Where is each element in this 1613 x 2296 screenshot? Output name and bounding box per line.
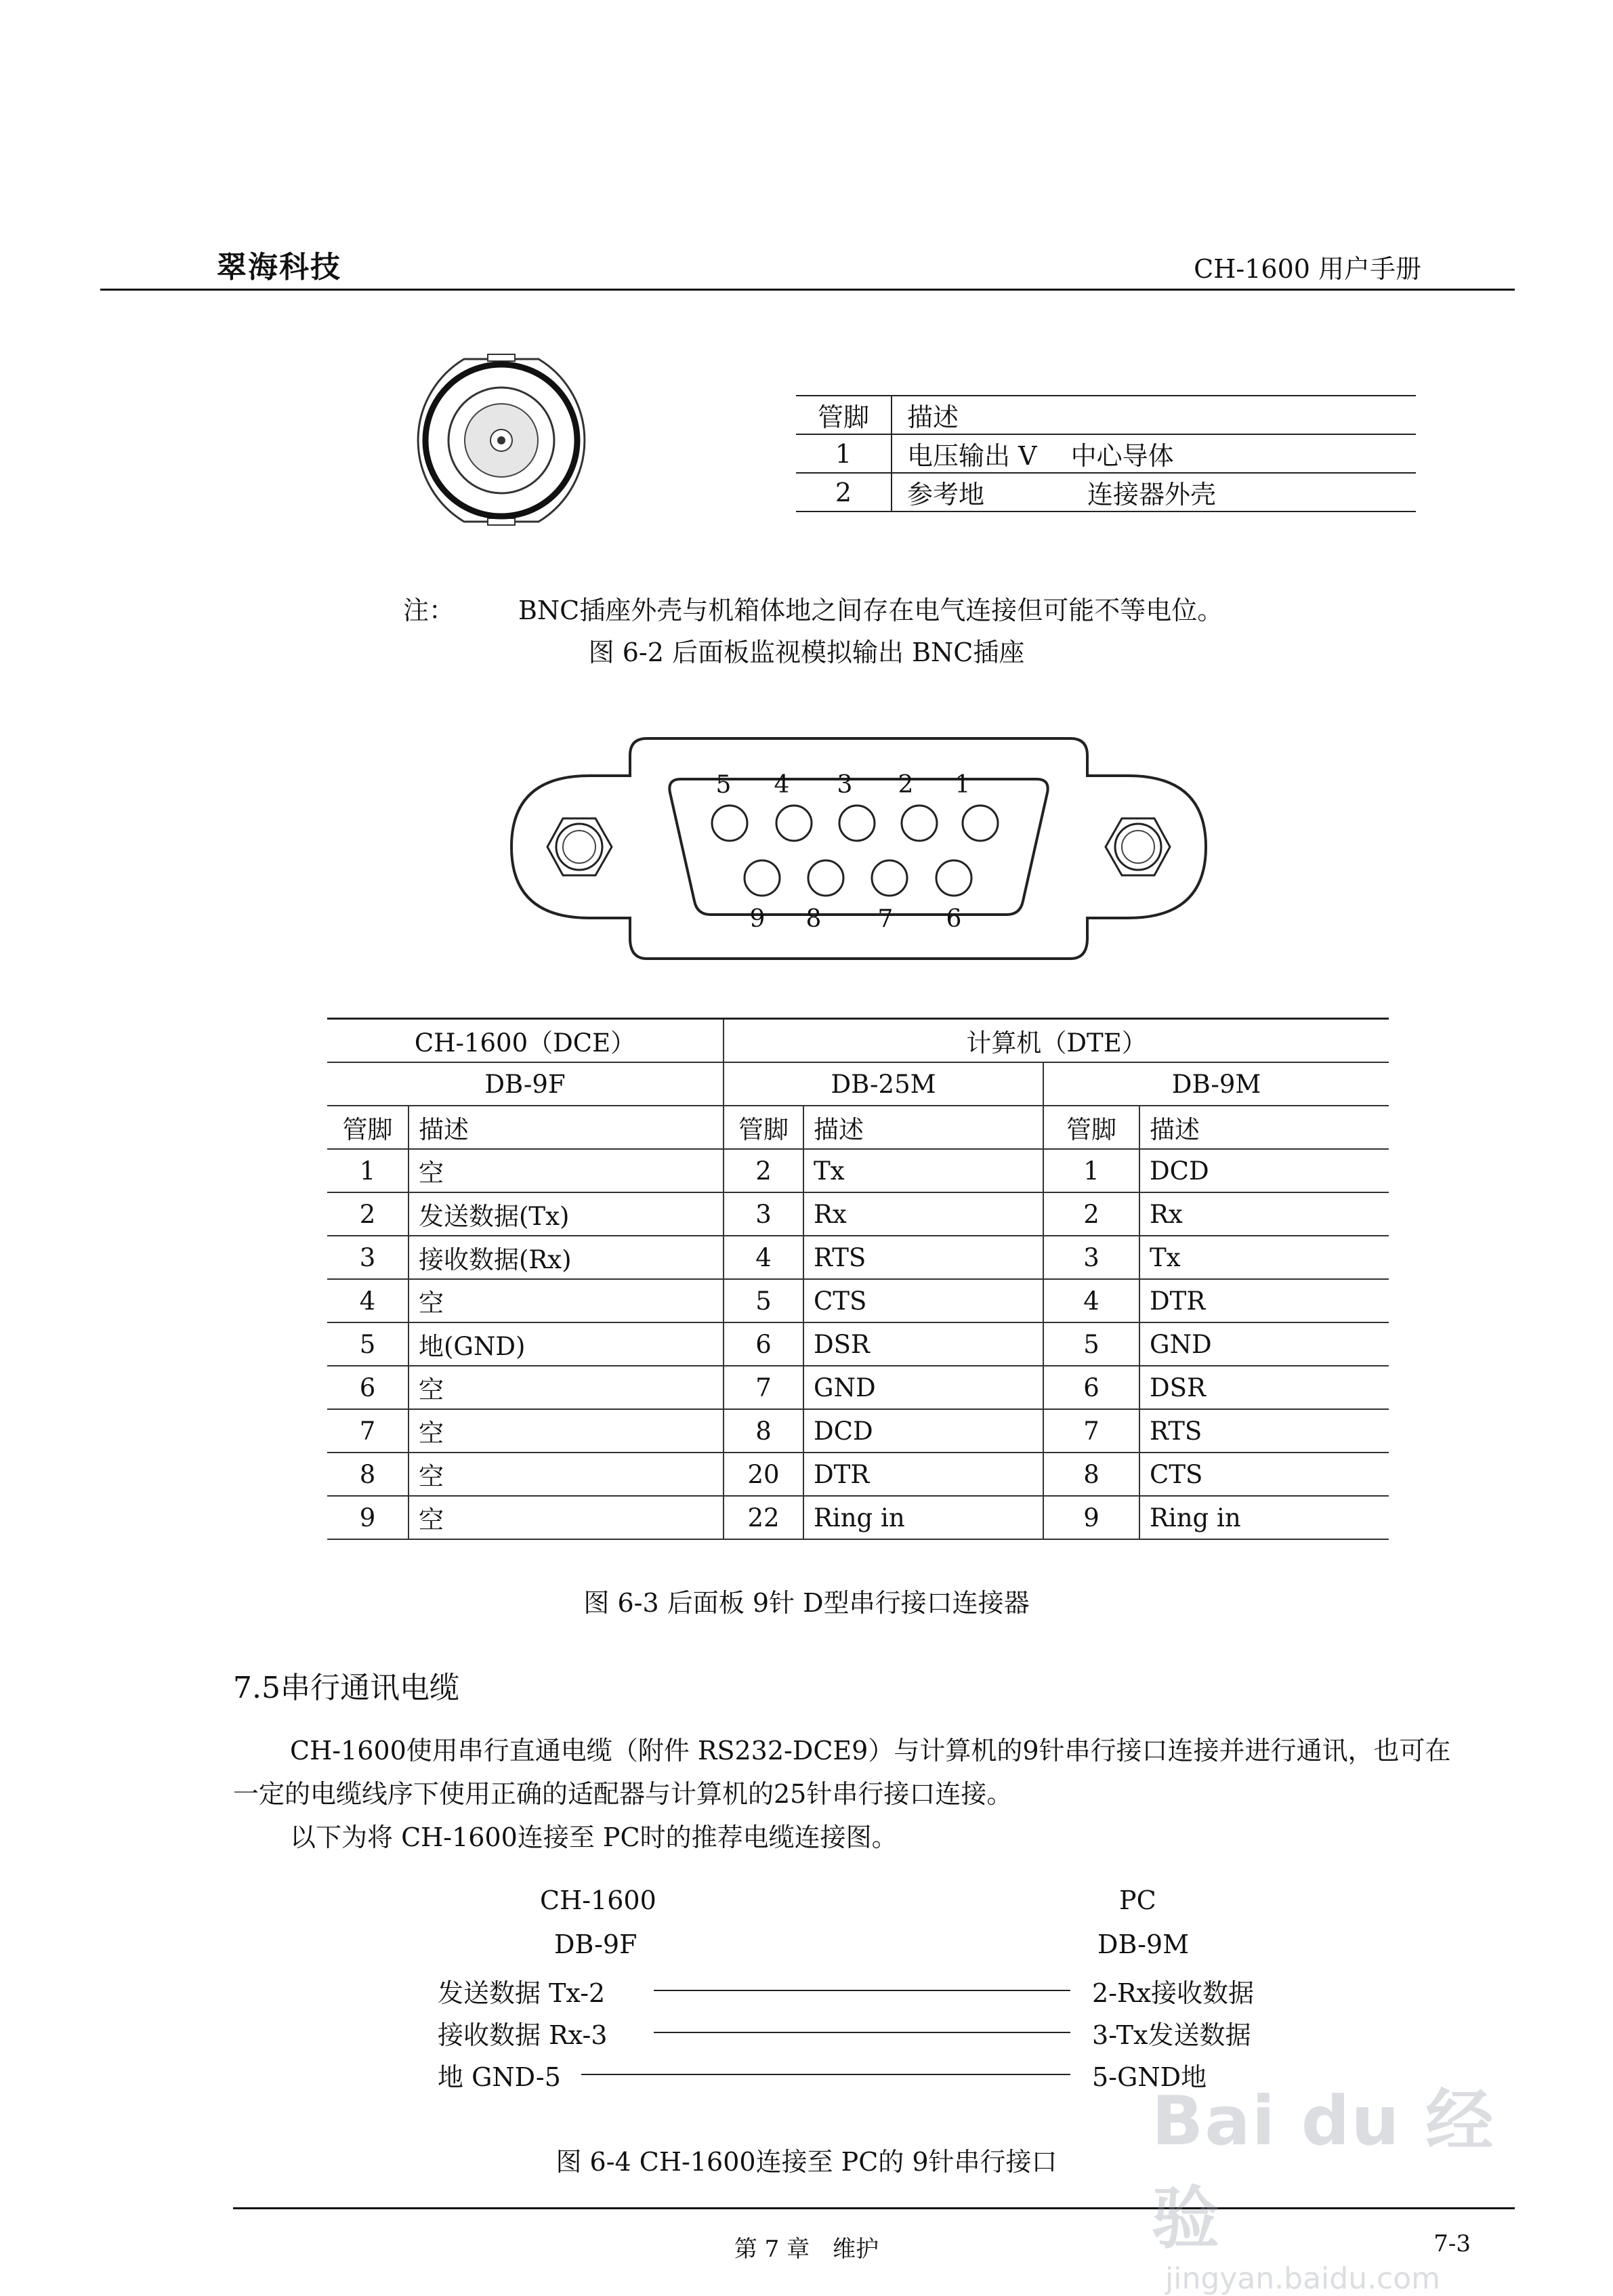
cell: 9	[1043, 1496, 1139, 1539]
cell: 9	[327, 1496, 409, 1539]
cell: 发送数据(Tx)	[409, 1192, 724, 1236]
watermark-url: jingyan.baidu.com	[1165, 2261, 1441, 2296]
col-pin: 管脚	[724, 1106, 803, 1149]
cell: 2	[327, 1192, 409, 1236]
col-pin: 管脚	[327, 1106, 409, 1149]
watermark-brand: Bai du 经验	[1152, 2081, 1495, 2258]
fig-6-3-caption: 图 6-3 后面板 9针 D型串行接口连接器	[583, 1588, 1030, 1618]
manual-title: CH-1600 用户手册	[1194, 254, 1421, 284]
header-rule	[100, 289, 1515, 291]
wire-line	[654, 1990, 1070, 1991]
cell: 8	[1043, 1453, 1139, 1496]
wire-left-label: 发送数据 Tx-2	[438, 1978, 606, 2008]
cell: 1	[1043, 1149, 1139, 1192]
cell: 空	[409, 1279, 724, 1322]
cell: GND	[803, 1366, 1043, 1409]
cell: 4	[724, 1236, 803, 1279]
cell: 空	[409, 1496, 724, 1539]
table-row	[327, 1322, 1389, 1366]
cell: CTS	[1139, 1453, 1389, 1496]
pin-label-7: 7	[877, 905, 894, 933]
cell: Tx	[803, 1149, 1043, 1192]
cell: 4	[327, 1279, 409, 1322]
pin-hole	[745, 860, 780, 896]
connector-db9m: DB-9M	[1043, 1062, 1389, 1106]
cell: 8	[724, 1409, 803, 1453]
col-pin: 管脚	[1043, 1106, 1139, 1149]
cell: 7	[327, 1409, 409, 1453]
fig-6-2-caption: 图 6-2 后面板监视模拟输出 BNC插座	[588, 638, 1025, 667]
cell: 地(GND)	[409, 1322, 724, 1366]
cell: 1	[327, 1149, 409, 1192]
wire-right-label: 3-Tx发送数据	[1092, 2020, 1251, 2050]
cell: 接收数据(Rx)	[409, 1236, 724, 1279]
connector-db25m: DB-25M	[724, 1062, 1043, 1106]
table-row	[327, 1149, 1389, 1192]
cell: Tx	[1139, 1236, 1389, 1279]
pin-number: 2	[796, 473, 892, 512]
bnc-connector-drawing	[400, 352, 603, 528]
cell: 20	[724, 1453, 803, 1496]
cell: Ring in	[1139, 1496, 1389, 1539]
paragraph-line: CH-1600使用串行直通电缆（附件 RS232-DCE9）与计算机的9针串行接口连接并进行通讯，也可在	[290, 1736, 1451, 1766]
table-row	[327, 1453, 1389, 1496]
cable-right-title: PC	[1119, 1885, 1156, 1915]
pin-label-2: 2	[898, 771, 914, 799]
cell: GND	[1139, 1322, 1389, 1366]
note-label: 注：	[403, 596, 455, 625]
table-row	[327, 1366, 1389, 1409]
col-desc: 描述	[1139, 1106, 1389, 1149]
cell: DSR	[803, 1322, 1043, 1366]
cell: 6	[1043, 1366, 1139, 1409]
cell: 空	[409, 1409, 724, 1453]
pin-hole	[839, 806, 875, 841]
cell: 2	[724, 1149, 803, 1192]
cell: DTR	[1139, 1279, 1389, 1322]
cell: 6	[724, 1322, 803, 1366]
paragraph-line: 以下为将 CH-1600连接至 PC时的推荐电缆连接图。	[290, 1822, 898, 1852]
fig-6-4-caption: 图 6-4 CH-1600连接至 PC的 9针串行接口	[556, 2147, 1057, 2177]
note-text: BNC插座外壳与机箱体地之间存在电气连接但可能不等电位。	[518, 596, 1223, 625]
table-row	[327, 1279, 1389, 1322]
table-row	[327, 1409, 1389, 1453]
page-number: 7-3	[1433, 2230, 1471, 2257]
bnc-pin-table	[796, 395, 1416, 512]
pin-label-1: 1	[955, 771, 971, 799]
pin-number: 1	[796, 434, 892, 473]
col-desc: 描述	[803, 1106, 1043, 1149]
cell: DSR	[1139, 1366, 1389, 1409]
note	[403, 589, 1223, 627]
paragraph-line: 一定的电缆线序下使用正确的适配器与计算机的25针串行接口连接。	[233, 1779, 1013, 1809]
pin-label-6: 6	[946, 905, 962, 933]
cell: 2	[1043, 1192, 1139, 1236]
cell: DTR	[803, 1453, 1043, 1496]
wire-left-label: 接收数据 Rx-3	[438, 2020, 608, 2050]
cell: 3	[1043, 1236, 1139, 1279]
section-number: 7.5	[233, 1671, 280, 1705]
cell: 3	[327, 1236, 409, 1279]
wire-right-label: 2-Rx接收数据	[1092, 1978, 1255, 2008]
wire-right-label: 5-GND地	[1092, 2062, 1207, 2092]
header-desc: 描述	[892, 396, 1416, 434]
cell: 7	[724, 1366, 803, 1409]
table-row	[327, 1192, 1389, 1236]
cable-right-connector: DB-9M	[1097, 1929, 1190, 1959]
footer-chapter: 第 7 章 维护	[734, 2236, 879, 2263]
cell: DCD	[803, 1409, 1043, 1453]
cell: 4	[1043, 1279, 1139, 1322]
pin-hole	[712, 806, 747, 841]
cell: 3	[724, 1192, 803, 1236]
pin-desc: 参考地 连接器外壳	[892, 473, 1416, 512]
wire-line	[581, 2074, 1070, 2075]
db9-connector-drawing	[488, 725, 1233, 976]
cell: 空	[409, 1149, 724, 1192]
cell: 8	[327, 1453, 409, 1496]
cell: 5	[1043, 1322, 1139, 1366]
cell: RTS	[1139, 1409, 1389, 1453]
company-name: 翠海科技	[217, 250, 341, 285]
serial-pinout-table	[327, 1018, 1389, 1540]
section-heading	[233, 1663, 459, 1707]
cell: Ring in	[803, 1496, 1043, 1539]
pin-hole	[808, 860, 843, 896]
header-pin: 管脚	[796, 396, 892, 434]
pin-hole	[902, 806, 937, 841]
cable-left-connector: DB-9F	[554, 1929, 637, 1959]
pin-hole	[963, 806, 998, 841]
table-row	[327, 1496, 1389, 1539]
pin-hole	[776, 806, 812, 841]
table-row	[327, 1236, 1389, 1279]
section-title: 串行通讯电缆	[280, 1671, 459, 1705]
wire-left-label: 地 GND-5	[438, 2062, 561, 2092]
cell: RTS	[803, 1236, 1043, 1279]
cell: 5	[327, 1322, 409, 1366]
pin-desc: 电压输出 V 中心导体	[892, 434, 1416, 473]
wire-line	[654, 2032, 1070, 2033]
cell: 7	[1043, 1409, 1139, 1453]
pin-label-4: 4	[774, 771, 790, 799]
pin-hole	[872, 860, 907, 896]
cell: 5	[724, 1279, 803, 1322]
cell: Rx	[1139, 1192, 1389, 1236]
cell: 22	[724, 1496, 803, 1539]
pin-label-5: 5	[715, 771, 732, 799]
cell: Rx	[803, 1192, 1043, 1236]
cell: CTS	[803, 1279, 1043, 1322]
pin-label-3: 3	[837, 771, 853, 799]
cable-left-title: CH-1600	[540, 1885, 656, 1915]
cell: 空	[409, 1453, 724, 1496]
pin-label-8: 8	[805, 905, 822, 933]
connector-db9f: DB-9F	[327, 1062, 724, 1106]
pin-label-9: 9	[749, 905, 766, 933]
pin-hole	[936, 860, 971, 896]
cell: 6	[327, 1366, 409, 1409]
cell: 空	[409, 1366, 724, 1409]
col-desc: 描述	[409, 1106, 724, 1149]
dte-group-header: 计算机（DTE）	[724, 1019, 1389, 1063]
dce-group-header: CH-1600（DCE）	[327, 1019, 724, 1063]
cell: DCD	[1139, 1149, 1389, 1192]
